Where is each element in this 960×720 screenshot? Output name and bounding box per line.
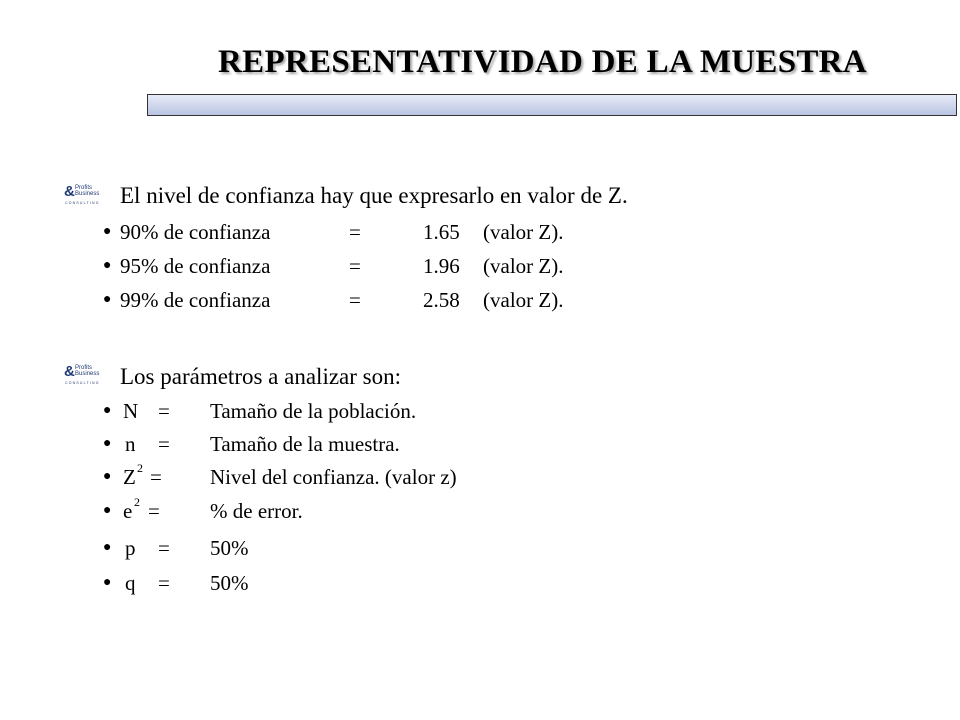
profits-business-logo-icon: & Profits Business CONSULTING	[64, 363, 100, 385]
bullet-icon: ●	[103, 503, 112, 518]
section1-heading: El nivel de confianza hay que expresarlo en valor de Z.	[120, 183, 628, 208]
bullet-icon: ●	[103, 258, 112, 273]
bullet-icon: ●	[103, 575, 112, 590]
profits-business-logo-icon: & Profits Business CONSULTING	[64, 183, 100, 205]
bullet-icon: ●	[103, 292, 112, 307]
bullet-icon: ●	[103, 224, 112, 239]
bullet-icon: ●	[103, 403, 112, 418]
bullet-icon: ●	[103, 540, 112, 555]
bullet-icon: ●	[103, 436, 112, 451]
title-underline-bar	[147, 94, 957, 116]
section2-heading: Los parámetros a analizar son:	[120, 364, 401, 389]
bullet-icon: ●	[103, 469, 112, 484]
page-title: REPRESENTATIVIDAD DE LA MUESTRA	[218, 44, 867, 80]
